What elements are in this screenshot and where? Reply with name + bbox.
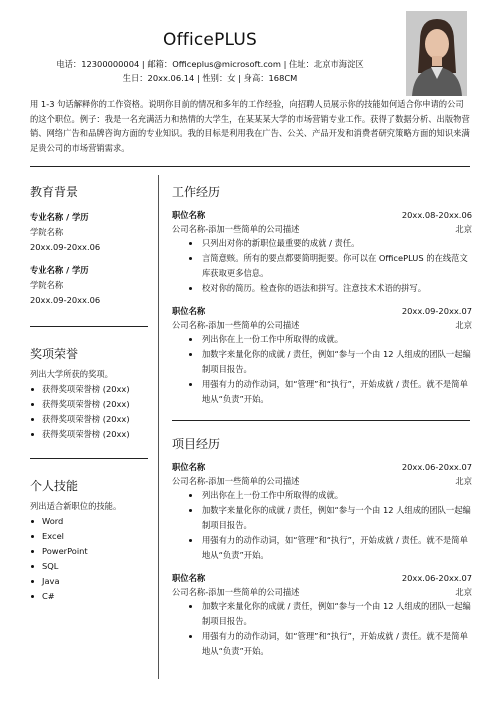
job-bullet: 校对你的简历。检查你的语法和拼写。注意技术术语的拼写。 bbox=[201, 281, 472, 296]
project-bullet: 用强有力的动作动词，如“管理”和“执行”，开始成就 / 责任。就不是简单地从“负责”开始。 bbox=[201, 629, 472, 659]
skills-intro: 列出适合新职位的技能。 bbox=[30, 501, 122, 511]
portrait-image bbox=[406, 11, 467, 96]
project-company: 公司名称-添加一些简单的公司描述 bbox=[172, 475, 300, 486]
skills-list bbox=[30, 514, 150, 604]
award-item: 获得奖项荣誉榜 (20xx) bbox=[30, 397, 150, 412]
award-item: 获得奖项荣誉榜 (20xx) bbox=[30, 382, 150, 397]
education-title: 教育背景 bbox=[30, 185, 79, 199]
project-location: 北京 bbox=[455, 475, 472, 486]
job-dates: 20xx.08-20xx.06 bbox=[401, 210, 472, 220]
project-company: 公司名称-添加一些简单的公司描述 bbox=[172, 586, 300, 597]
personal-info: 生日：20xx.06.14 | 性别：女 | 身高：168CM bbox=[122, 73, 298, 83]
skills-title: 个人技能 bbox=[30, 479, 79, 493]
project-dates: 20xx.06-20xx.07 bbox=[401, 462, 472, 472]
job-bullet: 只列出对你的新职位最重要的成就 / 责任。 bbox=[201, 236, 472, 251]
job-bullet: 加数字来量化你的成就 / 责任，例如“参与一个由 12 人组成的团队一起编制项目报告。 bbox=[201, 347, 472, 377]
column-divider bbox=[158, 175, 159, 679]
awards-intro: 列出大学所获的奖项。 bbox=[30, 369, 113, 379]
project-location: 北京 bbox=[455, 586, 472, 597]
project-bullet: 加数字来量化你的成就 / 责任，例如“参与一个由 12 人组成的团队一起编制项目报告。 bbox=[201, 599, 472, 629]
job-dates: 20xx.09-20xx.07 bbox=[401, 306, 472, 316]
job-bullet: 用强有力的动作动词，如“管理”和“执行”，开始成就 / 责任。就不是简单地从“负责”开始。 bbox=[201, 377, 472, 407]
award-item: 获得奖项荣誉榜 (20xx) bbox=[30, 412, 150, 427]
job-bullet: 列出你在上一份工作中所取得的成就。 bbox=[201, 332, 472, 347]
project-entry bbox=[172, 461, 472, 563]
job-company: 公司名称-添加一些简单的公司描述 bbox=[172, 223, 300, 234]
education-school: 学院名称 bbox=[30, 280, 64, 290]
summary-text: 用 1-3 句话解释你的工作资格。说明你目前的情况和多年的工作经验，向招聘人员展示你的技能如何适合你申请的公司的这个职位。例子：我是一名充满活力和热情的大学生，在某某某大学的市场营销专业工作。获得了数据分析、出版物营销、网络广告和品牌咨询方面的专业知识。我的目标是利用我在广告、公关、产品开发和消费者研究策略方面的知识来满足贵公司的市场营销需求。 bbox=[30, 99, 470, 153]
skill-item: Excel bbox=[30, 529, 150, 544]
job-company: 公司名称-添加一些简单的公司描述 bbox=[172, 319, 300, 330]
profile-photo bbox=[406, 11, 467, 96]
education-major: 专业名称 / 学历 bbox=[30, 212, 89, 222]
skill-item: Java bbox=[30, 574, 150, 589]
education-school: 学院名称 bbox=[30, 227, 64, 237]
education-entry bbox=[30, 263, 150, 308]
education-dates: 20xx.09-20xx.06 bbox=[30, 295, 101, 305]
job-position: 职位名称 bbox=[172, 306, 206, 316]
project-bullet: 加数字来量化你的成就 / 责任，例如“参与一个由 12 人组成的团队一起编制项目报告。 bbox=[201, 503, 472, 533]
education-entry bbox=[30, 210, 150, 255]
job-location: 北京 bbox=[455, 223, 472, 234]
awards-title: 奖项荣誉 bbox=[30, 347, 79, 361]
skill-item: C# bbox=[30, 589, 150, 604]
projects-title: 项目经历 bbox=[172, 437, 221, 451]
left-column bbox=[30, 183, 150, 604]
awards-list bbox=[30, 382, 150, 442]
project-bullet: 列出你在上一份工作中所取得的成就。 bbox=[201, 488, 472, 503]
work-entry bbox=[172, 209, 472, 296]
section-divider bbox=[172, 420, 470, 421]
project-entry bbox=[172, 572, 472, 659]
section-divider bbox=[30, 326, 148, 327]
project-bullet: 用强有力的动作动词，如“管理”和“执行”，开始成就 / 责任。就不是简单地从“负责”开始。 bbox=[201, 533, 472, 563]
job-position: 职位名称 bbox=[172, 210, 206, 220]
work-title: 工作经历 bbox=[172, 185, 221, 199]
contact-info: 电话：12300000004 | 邮箱：Officeplus@microsoft.com | 住址：北京市海淀区 bbox=[56, 59, 364, 69]
project-position: 职位名称 bbox=[172, 462, 206, 472]
skill-item: PowerPoint bbox=[30, 544, 150, 559]
right-column bbox=[172, 183, 472, 659]
work-entry bbox=[172, 305, 472, 407]
skill-item: Word bbox=[30, 514, 150, 529]
project-position: 职位名称 bbox=[172, 573, 206, 583]
section-divider bbox=[30, 166, 470, 167]
section-divider bbox=[30, 458, 148, 459]
project-dates: 20xx.06-20xx.07 bbox=[401, 573, 472, 583]
education-major: 专业名称 / 学历 bbox=[30, 265, 89, 275]
skill-item: SQL bbox=[30, 559, 150, 574]
education-dates: 20xx.09-20xx.06 bbox=[30, 242, 101, 252]
award-item: 获得奖项荣誉榜 (20xx) bbox=[30, 427, 150, 442]
candidate-name: OfficePLUS bbox=[163, 30, 257, 50]
job-bullet: 言简意赅。所有的要点都要简明扼要。你可以在 OfficePLUS 的在线范文库获取更多信息。 bbox=[201, 251, 472, 281]
job-location: 北京 bbox=[455, 319, 472, 330]
